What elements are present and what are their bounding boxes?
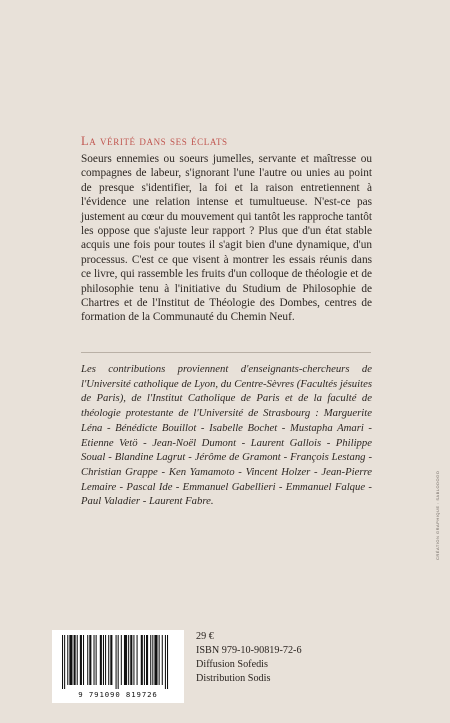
cover-heading: La vérité dans ses éclats bbox=[81, 134, 228, 148]
barcode-bar bbox=[108, 635, 109, 685]
barcode-bar bbox=[80, 635, 82, 685]
barcode-bar bbox=[110, 635, 112, 685]
publication-info bbox=[196, 630, 302, 686]
barcode-bar bbox=[128, 635, 129, 685]
barcode-bar bbox=[77, 635, 78, 685]
barcode-bar bbox=[167, 635, 168, 689]
barcode-bar bbox=[89, 635, 91, 685]
divider bbox=[81, 352, 371, 353]
barcode-bar bbox=[96, 635, 97, 685]
book-summary: Soeurs ennemies ou soeurs jumelles, servante et maîtresse ou compagnes de labeur, s'ignorant l'une l'autre ou unies au point de presque s'identifier, la foi et la raison entretiennent à l'évidence une relation intense et tumultueuse. N'est-ce pas justement au cœur du mouvement qui tantôt les rapproche tantôt les oppose que s'ajuste leur rapport ? Plus que d'un état stable acquis une fois pour toutes il s'agit bien d'une dynamique, d'un processus. C'est ce que visent à montrer les essais réunis dans ce livre, qui rassemble les fruits d'un colloque de théologie et de philosophie tenu à l'initiative du Studium de Philosophie de Chartres et de l'Institut de Théologie des Dombes, centres de formation de la Communauté du Chemin Neuf. bbox=[81, 153, 372, 324]
barcode-bar bbox=[69, 635, 72, 685]
barcode-bar bbox=[141, 635, 143, 685]
barcode-bar bbox=[137, 635, 138, 685]
contributors-paragraph: Les contributions proviennent d'enseignants-chercheurs de l'Université catholique de Lyon, du Centre-Sèvres (Facultés jésuites de Paris), de l'Institut Catholique de Paris et de la faculté de théologie protestante de l'Université de Strasbourg : Marguerite Léna - Bénédicte Bouillot - Isabelle Bochet - Mustapha Amari - Etienne Vetö - Jean-Noël Dumont - Laurent Gallois - Philippe Soual - Blandine Lagrut - Jérôme de Gramont - François Lestang - Christian Grappe - Ken Yamamoto - Vincent Holzer - Jean-Pierre Lemaire - Pascal Ide - Emmanuel Gabellieri - Emmanuel Falque - Paul Valadier - Laurent Fabre. bbox=[81, 363, 372, 508]
barcode-bar bbox=[121, 635, 122, 685]
barcode-bars bbox=[60, 635, 176, 689]
barcode-bar bbox=[133, 635, 134, 685]
barcode-bar bbox=[150, 635, 151, 685]
barcode-bar bbox=[116, 635, 117, 689]
barcode-bar bbox=[159, 635, 160, 685]
barcode-bar bbox=[105, 635, 106, 685]
barcode-bar bbox=[146, 635, 148, 685]
barcode-bar bbox=[154, 635, 157, 685]
barcode-bar bbox=[152, 635, 153, 685]
barcode-bar bbox=[103, 635, 104, 685]
design-credit: CRÉATION GRAPHIQUE : SABLODOGO bbox=[435, 470, 440, 560]
barcode-bar bbox=[64, 635, 65, 689]
price: 29 € bbox=[196, 631, 214, 642]
barcode-bar bbox=[124, 635, 127, 685]
barcode-bar bbox=[130, 635, 132, 685]
barcode-bar bbox=[162, 635, 163, 685]
barcode-bar bbox=[74, 635, 76, 685]
barcode-bar bbox=[67, 635, 68, 685]
barcode-bar bbox=[83, 635, 84, 685]
diffusion-label: Diffusion Sofedis bbox=[196, 659, 268, 670]
barcode-bar bbox=[87, 635, 88, 685]
distribution-label: Distribution Sodis bbox=[196, 673, 271, 684]
barcode-bar bbox=[144, 635, 145, 685]
barcode-bar bbox=[118, 635, 119, 689]
barcode-bar bbox=[62, 635, 63, 689]
barcode-bar bbox=[94, 635, 95, 685]
barcode-bar bbox=[100, 635, 102, 685]
isbn-number: ISBN 979-10-90819-72-6 bbox=[196, 645, 302, 656]
isbn-barcode bbox=[52, 630, 184, 703]
barcode-bar bbox=[165, 635, 166, 689]
barcode-digits: 9 791090 819726 bbox=[78, 690, 158, 699]
